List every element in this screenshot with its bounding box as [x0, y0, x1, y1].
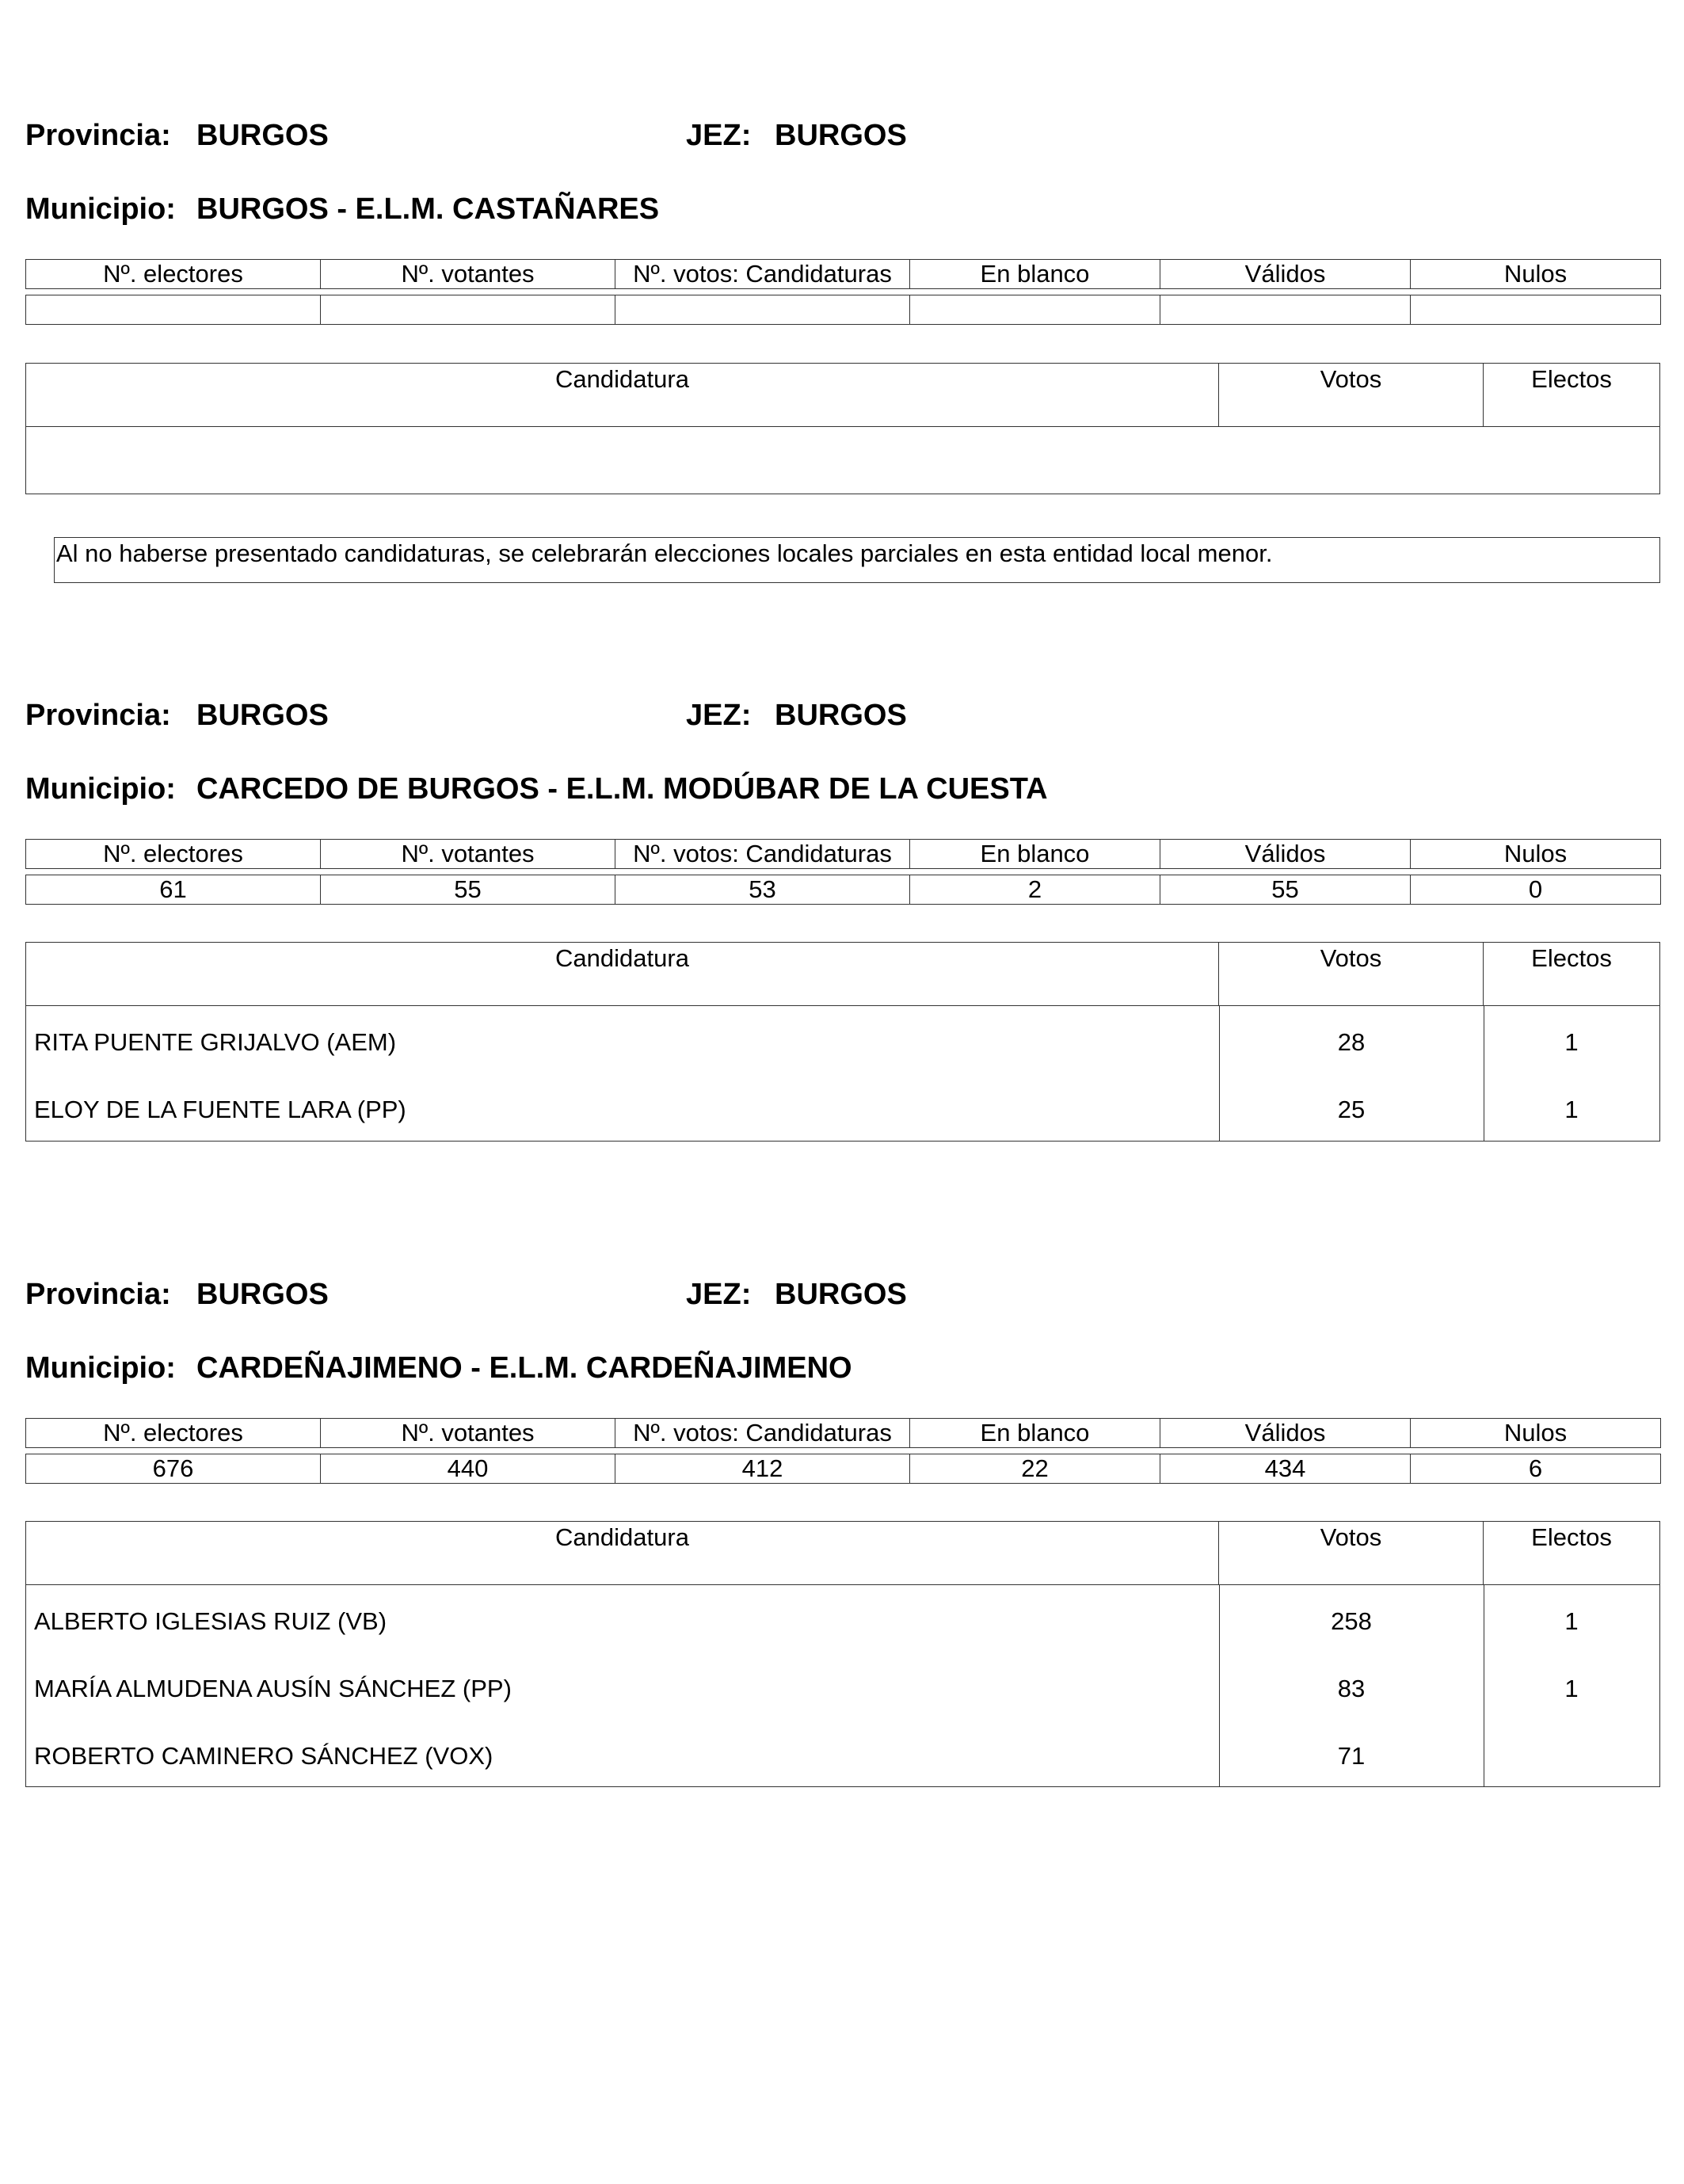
header-nulos: Nulos — [1411, 1419, 1661, 1448]
header-nulos: Nulos — [1411, 840, 1661, 869]
table-row — [26, 1585, 1659, 1652]
header-validos: Válidos — [1160, 260, 1411, 289]
header-candidatura: Candidatura — [26, 943, 1219, 1006]
header-validos: Válidos — [1160, 1419, 1411, 1448]
value-votantes: 440 — [321, 1454, 615, 1484]
table-row — [26, 1720, 1659, 1787]
value-votantes: 55 — [321, 875, 615, 905]
candidate-votes: 83 — [1337, 1675, 1366, 1702]
municipio-label: Municipio: — [25, 772, 176, 806]
value-electores: 61 — [26, 875, 321, 905]
candidates-table — [25, 1521, 1660, 1787]
header-electores: Nº. electores — [26, 1419, 321, 1448]
summary-header-row — [26, 260, 1661, 289]
provincia-label: Provincia: — [25, 119, 171, 152]
summary-value-row — [26, 289, 1661, 295]
summary-table — [25, 259, 1661, 325]
table-row — [26, 1652, 1659, 1720]
table-row — [26, 1006, 1659, 1073]
value-en-blanco: 22 — [910, 1454, 1160, 1484]
provincia-label: Provincia: — [25, 1278, 171, 1311]
provincia-value: BURGOS — [196, 1278, 329, 1311]
candidates-header — [26, 1522, 1659, 1585]
jez-label: JEZ: — [686, 119, 752, 152]
value-validos: 434 — [1160, 1454, 1411, 1484]
header-candidatura: Candidatura — [26, 1522, 1219, 1585]
header-votantes: Nº. votantes — [321, 260, 615, 289]
header-electos: Electos — [1531, 365, 1612, 393]
header-votantes: Nº. votantes — [321, 840, 615, 869]
municipio-value: CARCEDO DE BURGOS - E.L.M. MODÚBAR DE LA CUESTA — [196, 772, 1048, 806]
summary-header-row — [26, 1419, 1661, 1448]
candidates-body — [26, 1585, 1659, 1786]
header-en-blanco: En blanco — [910, 260, 1160, 289]
header-en-blanco: En blanco — [910, 1419, 1160, 1448]
provincia-label: Provincia: — [25, 699, 171, 732]
value-nulos: 6 — [1411, 1454, 1661, 1484]
candidate-elected: 1 — [1564, 1607, 1579, 1635]
candidate-elected: 1 — [1564, 1028, 1579, 1056]
provincia-value: BURGOS — [196, 699, 329, 732]
value-nulos: 0 — [1411, 875, 1661, 905]
candidate-votes: 28 — [1337, 1028, 1366, 1056]
candidate-name: ROBERTO CAMINERO SÁNCHEZ (VOX) — [34, 1742, 493, 1770]
header-votos: Votos — [1219, 364, 1484, 427]
jez-value: BURGOS — [775, 699, 907, 732]
value-nulos — [1411, 295, 1661, 325]
candidates-header — [26, 364, 1659, 427]
header-electos: Electos — [1531, 1523, 1612, 1551]
candidates-table — [25, 942, 1660, 1142]
value-en-blanco — [910, 295, 1160, 325]
header-nulos: Nulos — [1411, 260, 1661, 289]
header-votos: Votos — [1219, 1522, 1484, 1585]
jez-value: BURGOS — [775, 119, 907, 152]
candidates-table — [25, 363, 1660, 494]
jez-label: JEZ: — [686, 1278, 752, 1311]
summary-value-row — [26, 295, 1661, 325]
candidate-name: ELOY DE LA FUENTE LARA (PP) — [34, 1096, 406, 1123]
candidates-header — [26, 943, 1659, 1006]
header-electos: Electos — [1531, 944, 1612, 972]
header-votos-candidaturas: Nº. votos: Candidaturas — [615, 260, 910, 289]
municipio-label: Municipio: — [25, 1351, 176, 1385]
jez-value: BURGOS — [775, 1278, 907, 1311]
candidate-name: MARÍA ALMUDENA AUSÍN SÁNCHEZ (PP) — [34, 1675, 512, 1702]
candidate-votes: 25 — [1337, 1096, 1366, 1123]
summary-value-row — [26, 875, 1661, 905]
candidate-votes: 71 — [1337, 1742, 1366, 1770]
header-electores: Nº. electores — [26, 260, 321, 289]
summary-table — [25, 1418, 1661, 1484]
value-votos-candidaturas: 412 — [615, 1454, 910, 1484]
municipio-value: BURGOS - E.L.M. CASTAÑARES — [196, 192, 660, 226]
header-votos: Votos — [1219, 943, 1484, 1006]
header-votantes: Nº. votantes — [321, 1419, 615, 1448]
value-electores — [26, 295, 321, 325]
header-votos-candidaturas: Nº. votos: Candidaturas — [615, 840, 910, 869]
value-validos: 55 — [1160, 875, 1411, 905]
value-en-blanco: 2 — [910, 875, 1160, 905]
table-row — [26, 1073, 1659, 1141]
header-candidatura: Candidatura — [26, 364, 1219, 427]
summary-header-row — [26, 840, 1661, 869]
header-electores: Nº. electores — [26, 840, 321, 869]
candidate-elected: 1 — [1564, 1675, 1579, 1702]
municipio-value: CARDEÑAJIMENO - E.L.M. CARDEÑAJIMENO — [196, 1351, 852, 1385]
value-validos — [1160, 295, 1411, 325]
provincia-value: BURGOS — [196, 119, 329, 152]
value-electores: 676 — [26, 1454, 321, 1484]
candidate-name: ALBERTO IGLESIAS RUIZ (VB) — [34, 1607, 387, 1635]
no-candidates-note: Al no haberse presentado candidaturas, se celebrarán elecciones locales parciales en esta entidad local menor. — [54, 537, 1660, 583]
jez-label: JEZ: — [686, 699, 752, 732]
header-en-blanco: En blanco — [910, 840, 1160, 869]
candidate-elected: 1 — [1564, 1096, 1579, 1123]
header-validos: Válidos — [1160, 840, 1411, 869]
candidate-name: RITA PUENTE GRIJALVO (AEM) — [34, 1028, 397, 1056]
value-votantes — [321, 295, 615, 325]
summary-table — [25, 839, 1661, 905]
header-votos-candidaturas: Nº. votos: Candidaturas — [615, 1419, 910, 1448]
municipio-label: Municipio: — [25, 192, 176, 226]
candidates-body — [26, 1006, 1659, 1141]
value-votos-candidaturas: 53 — [615, 875, 910, 905]
candidate-votes: 258 — [1331, 1607, 1372, 1635]
summary-value-row — [26, 1454, 1661, 1484]
candidates-body-empty — [26, 427, 1659, 494]
value-votos-candidaturas — [615, 295, 910, 325]
